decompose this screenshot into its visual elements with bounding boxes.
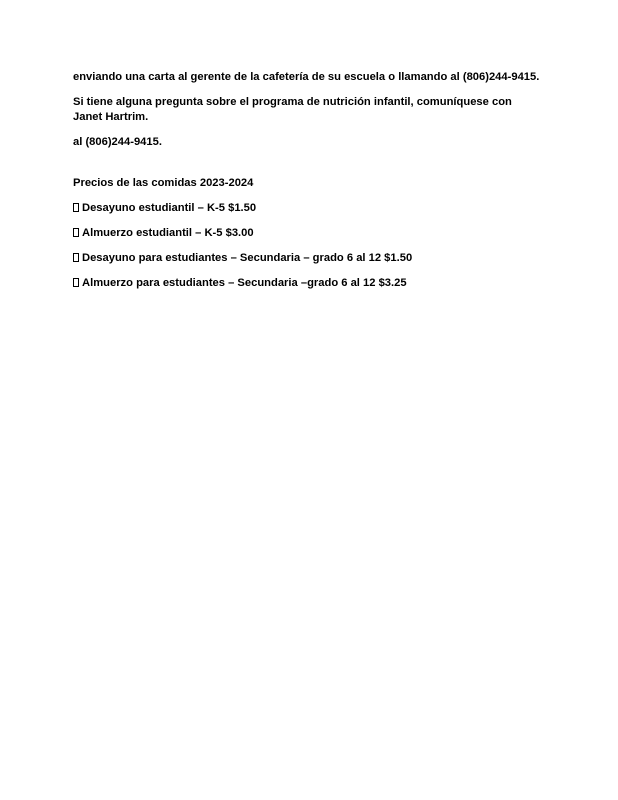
price-item <box>73 276 543 291</box>
missing-glyph-icon <box>73 203 79 212</box>
price-item-text: Almuerzo estudiantil – K-5 $3.00 <box>82 227 254 239</box>
price-item <box>73 226 543 241</box>
price-item <box>73 201 543 216</box>
price-item-text: Desayuno estudiantil – K-5 $1.50 <box>82 202 257 214</box>
document-content <box>73 70 543 301</box>
price-item-text: Desayuno para estudiantes – Secundaria – grado 6 al 12 $1.50 <box>82 252 413 264</box>
missing-glyph-icon <box>73 228 79 237</box>
spacer <box>73 160 543 176</box>
price-item <box>73 251 543 266</box>
missing-glyph-icon <box>73 278 79 287</box>
price-item-text: Almuerzo para estudiantes – Secundaria –grado 6 al 12 $3.25 <box>82 277 407 289</box>
missing-glyph-icon <box>73 253 79 262</box>
paragraph-nutrition-contact: Si tiene alguna pregunta sobre el programa de nutrición infantil, comuníquese con Janet Hartrim. <box>73 96 512 123</box>
prices-heading: Precios de las comidas 2023-2024 <box>73 177 254 189</box>
paragraph-contact-letter: enviando una carta al gerente de la cafetería de su escuela o llamando al (806)244-9415. <box>73 71 540 83</box>
paragraph-phone: al (806)244-9415. <box>73 136 162 148</box>
